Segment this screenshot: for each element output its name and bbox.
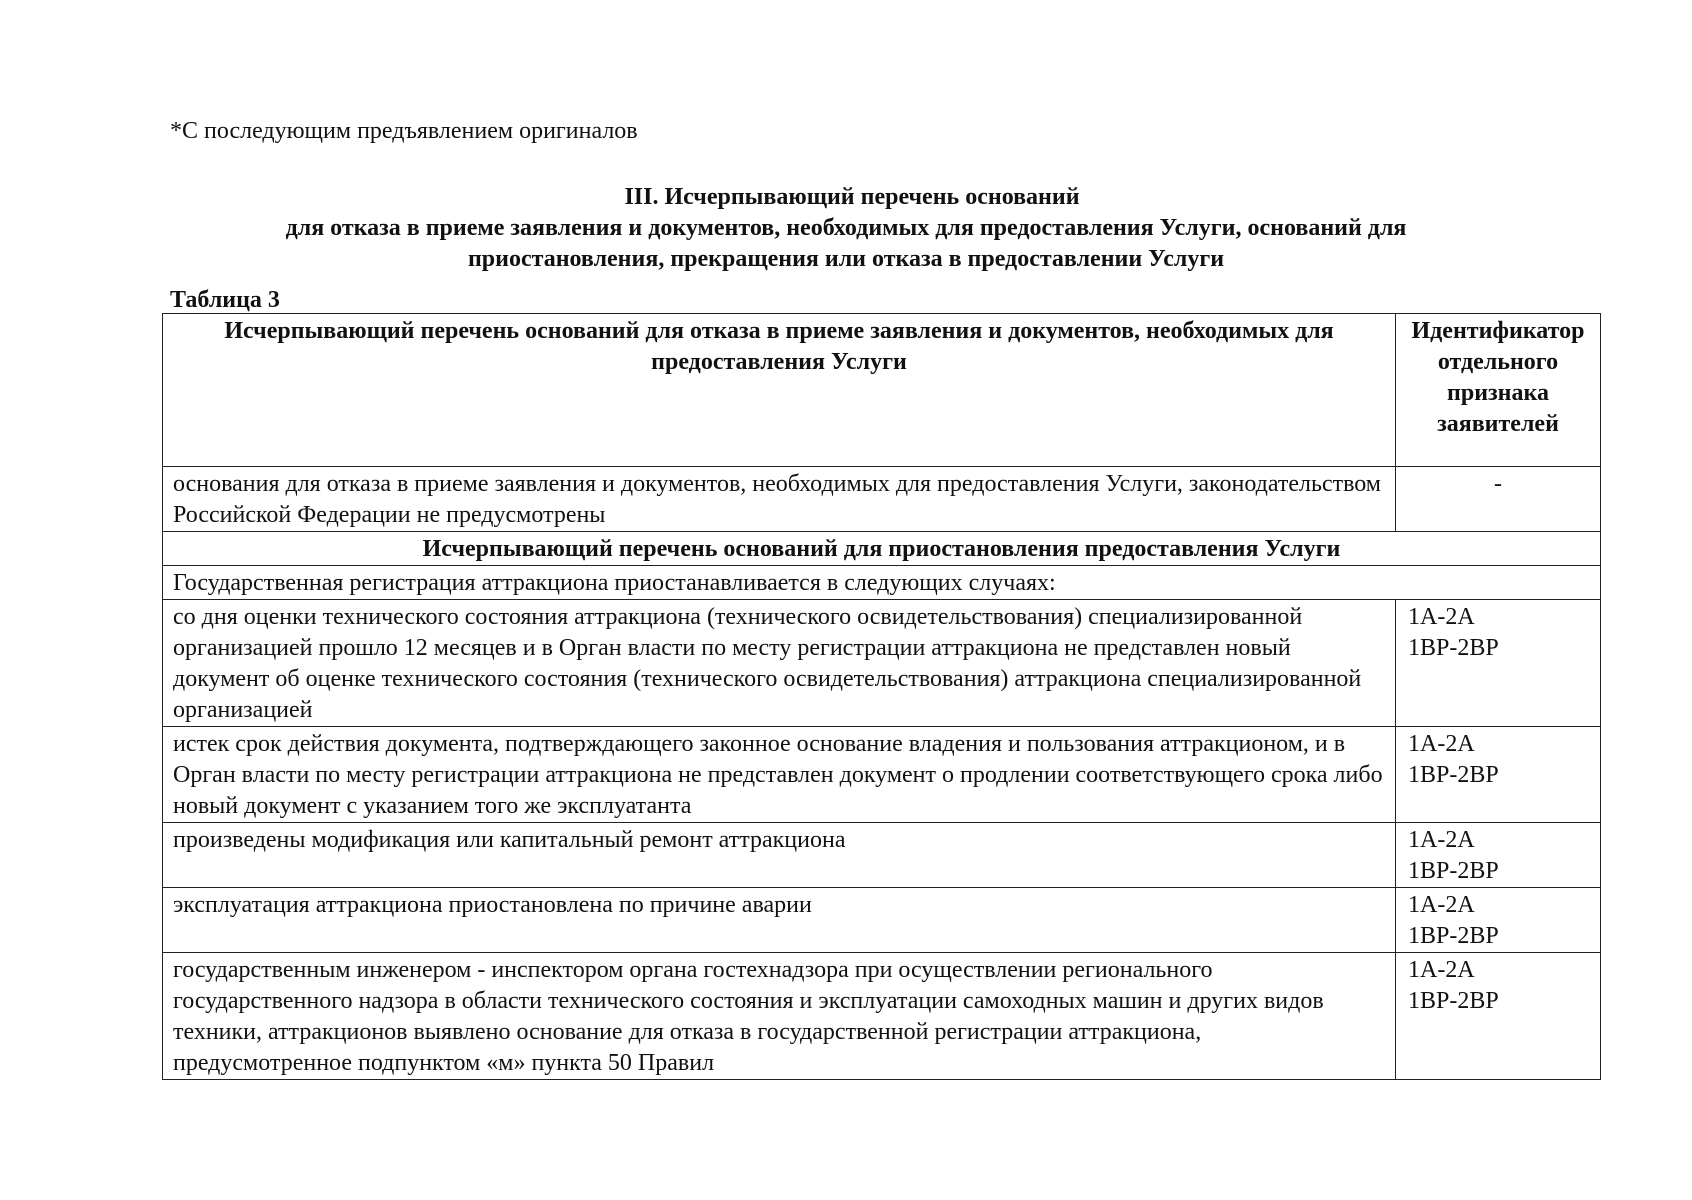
section-heading-line-1: III. Исчерпывающий перечень оснований [624, 184, 1080, 210]
suspension-ground-identifier [1396, 823, 1601, 888]
suspension-ground-text: эксплуатация аттракциона приостановлена по причине аварии [163, 888, 1396, 953]
suspension-title: Исчерпывающий перечень оснований для приостановления предоставления Услуги [163, 532, 1601, 566]
table-caption: Таблица 3 [170, 287, 280, 313]
footnote: *С последующим предъявлением оригиналов [170, 118, 638, 144]
header-applicant-identifier: Идентификатор отдельного признака заявителей [1396, 314, 1601, 467]
section-heading-line-2: для отказа в приеме заявления и документов, необходимых для предоставления Услуги, оснований для [285, 215, 1407, 241]
suspension-ground-text: государственным инженером - инспектором органа гостехнадзора при осуществлении регионального государственного надзора в области технического состояния и эксплуатации самоходных машин и других видов техники, аттракционов выявлено основание для отказа в государственной регистрации аттракциона, предусмотренное подпунктом «м» пункта 50 Правил [163, 953, 1396, 1080]
section-heading-line-3: приостановления, прекращения или отказа в предоставлении Услуги [467, 246, 1225, 272]
suspension-ground-text: со дня оценки технического состояния аттракциона (технического освидетельствования) специализированной организацией прошло 12 месяцев и в Орган власти по месту регистрации аттракциона не представлен новый документ об оценке технического состояния (технического освидетельствования) аттракциона специализированной организацией [163, 600, 1396, 727]
suspension-ground-identifier [1396, 953, 1601, 1080]
table-row [163, 600, 1601, 727]
identifier-code: 1А-2А [1408, 731, 1475, 757]
table-row-suspension-intro [163, 566, 1601, 600]
suspension-ground-identifier [1396, 727, 1601, 823]
identifier-code: 1ВР-2ВР [1408, 923, 1499, 949]
refusal-identifier: - [1396, 467, 1601, 532]
table-header-row [163, 314, 1601, 467]
identifier-code: 1ВР-2ВР [1408, 858, 1499, 884]
identifier-code: 1А-2А [1408, 827, 1475, 853]
header-grounds-list: Исчерпывающий перечень оснований для отказа в приеме заявления и документов, необходимых для предоставления Услуги [163, 314, 1396, 467]
identifier-code: 1А-2А [1408, 892, 1475, 918]
table-row [163, 953, 1601, 1080]
identifier-code: 1ВР-2ВР [1408, 635, 1499, 661]
identifier-code: 1А-2А [1408, 957, 1475, 983]
table-row [163, 823, 1601, 888]
refusal-grounds-text: основания для отказа в приеме заявления и документов, необходимых для предоставления Услуги, законодательством Российской Федерации не предусмотрены [163, 467, 1396, 532]
table-row-suspension-title [163, 532, 1601, 566]
suspension-ground-identifier [1396, 888, 1601, 953]
identifier-code: 1А-2А [1408, 604, 1475, 630]
suspension-ground-identifier [1396, 600, 1601, 727]
suspension-ground-text: истек срок действия документа, подтверждающего законное основание владения и пользования аттракционом, и в Орган власти по месту регистрации аттракциона не представлен документ о продлении соответствующего срока либо новый документ с указанием того же эксплуатанта [163, 727, 1396, 823]
identifier-code: 1ВР-2ВР [1408, 762, 1499, 788]
identifier-code: 1ВР-2ВР [1408, 988, 1499, 1014]
suspension-ground-text: произведены модификация или капитальный ремонт аттракциона [163, 823, 1396, 888]
section-heading [150, 182, 1542, 275]
suspension-intro: Государственная регистрация аттракциона приостанавливается в следующих случаях: [163, 566, 1601, 600]
grounds-table [162, 313, 1601, 1080]
table-row [163, 888, 1601, 953]
table-row-refusal [163, 467, 1601, 532]
table-row [163, 727, 1601, 823]
